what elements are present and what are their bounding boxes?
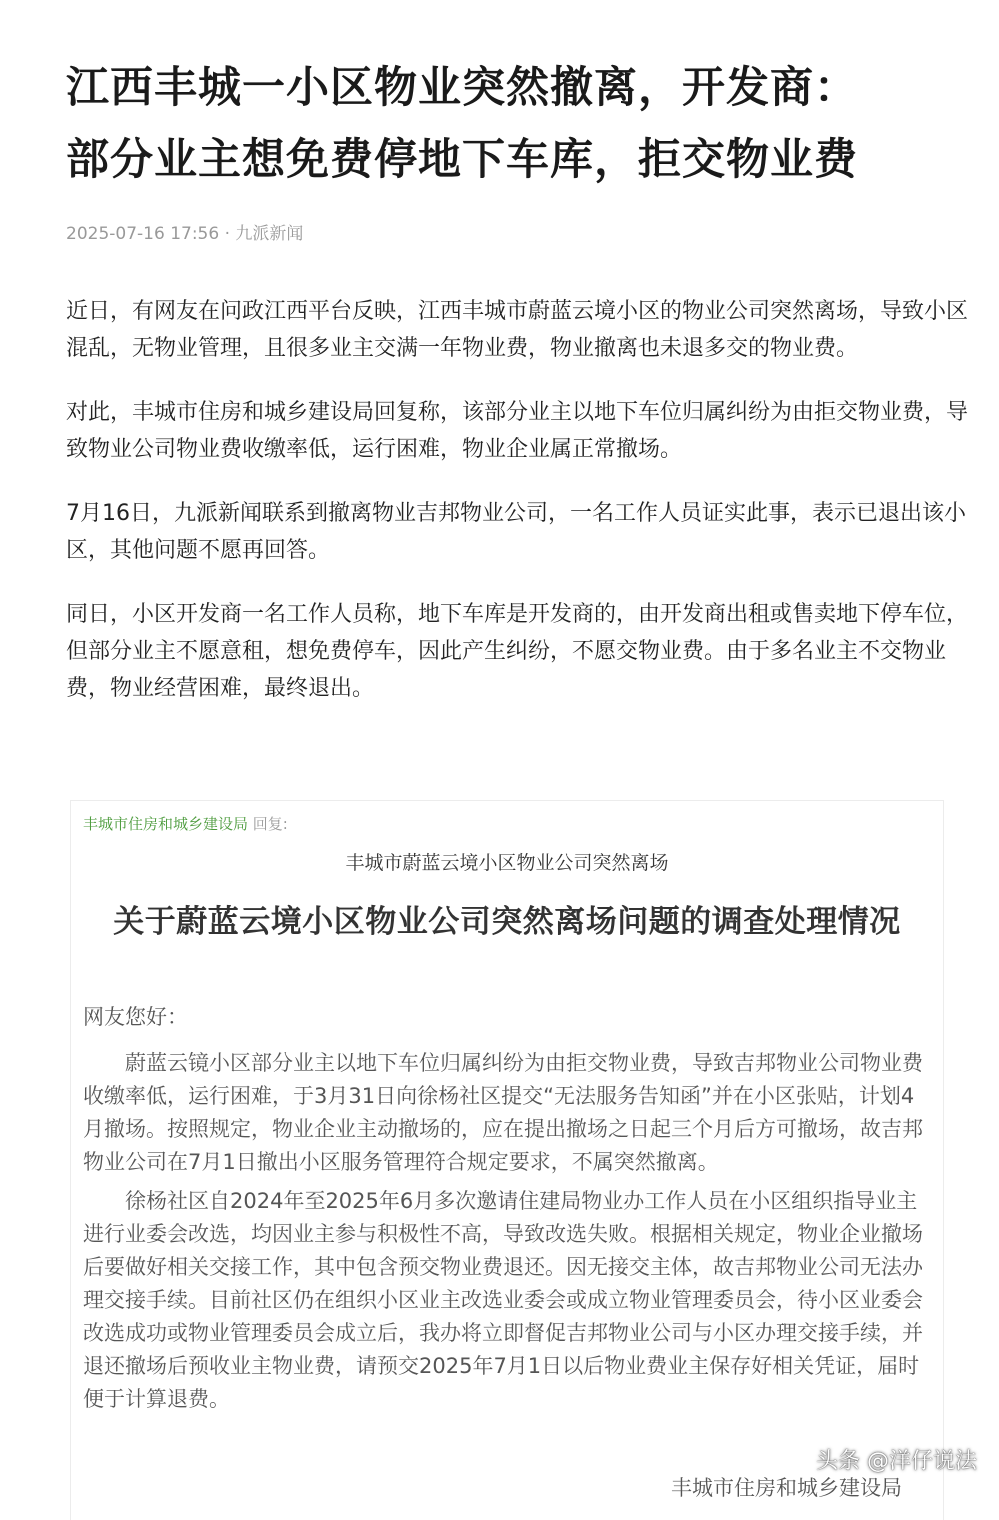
reply-body — [83, 1047, 925, 1422]
reply-title: 关于蔚蓝云境小区物业公司突然离场问题的调查处理情况 — [113, 904, 901, 940]
reply-org-link: 丰城市住房和城乡建设局 — [83, 815, 249, 833]
article-paragraph: 近日，有网友在问政江西平台反映，江西丰城市蔚蓝云境小区的物业公司突然离场，导致小区混乱，无物业管理，且很多业主交满一年物业费，物业撤离也未退多交的物业费。 — [66, 299, 969, 361]
official-reply-image — [70, 800, 944, 1520]
article-meta: 2025-07-16 17:56 · 九派新闻 — [66, 224, 304, 244]
article-title-line-1: 江西丰城一小区物业突然撤离，开发商： — [66, 63, 858, 113]
article-title-line-2: 部分业主想免费停地下车库，拒交物业费 — [66, 135, 858, 185]
reply-word: 回复: — [252, 815, 288, 833]
article-body — [66, 293, 971, 734]
reply-subtitle: 丰城市蔚蓝云境小区物业公司突然离场 — [345, 852, 669, 874]
toutiao-watermark: 头条 @洋仔说法 — [816, 1449, 977, 1474]
article-paragraph: 7月16日，九派新闻联系到撤离物业吉邦物业公司，一名工作人员证实此事，表示已退出该小区，其他问题不愿再回答。 — [66, 501, 966, 563]
article-paragraph: 对此，丰城市住房和城乡建设局回复称，该部分业主以地下车位归属纠纷为由拒交物业费，导致物业公司物业费收缴率低，运行困难，物业企业属正常撤场。 — [66, 400, 969, 462]
reply-header — [83, 813, 288, 834]
reply-paragraph: 徐杨社区自2024年至2025年6月多次邀请住建局物业办工作人员在小区组织指导业主进行业委会改选，均因业主参与积极性不高，导致改选失败。根据相关规定，物业企业撤场后要做好相关交接工作，其中包含预交物业费退还。因无接交主体，故吉邦物业公司无法办理交接手续。目前社区仍在组织小区业主改选业委会或成立物业管理委员会，待小区业委会改选成功或物业管理委员会成立后，我办将立即督促吉邦物业公司与小区办理交接手续，并退还撤场后预收业主物业费，请预交2025年7月1日以后物业费业主保存好相关凭证，届时便于计算退费。 — [83, 1189, 923, 1411]
article-title — [66, 52, 966, 196]
reply-greeting: 网友您好： — [83, 1005, 188, 1029]
reply-signature: 丰城市住房和城乡建设局 — [671, 1476, 902, 1500]
reply-paragraph: 蔚蓝云镜小区部分业主以地下车位归属纠纷为由拒交物业费，导致吉邦物业公司物业费收缴率低，运行困难，于3月31日向徐杨社区提交“无法服务告知函”并在小区张贴，计划4月撤场。按照规定，物业企业主动撤场的，应在提出撤场之日起三个月后方可撤场，故吉邦物业公司在7月1日撤出小区服务管理符合规定要求，不属突然撤离。 — [83, 1051, 923, 1174]
article-paragraph: 同日，小区开发商一名工作人员称，地下车库是开发商的，由开发商出租或售卖地下停车位，但部分业主不愿意租，想免费停车，因此产生纠纷，不愿交物业费。由于多名业主不交物业费，物业经营困难，最终退出。 — [66, 602, 969, 701]
